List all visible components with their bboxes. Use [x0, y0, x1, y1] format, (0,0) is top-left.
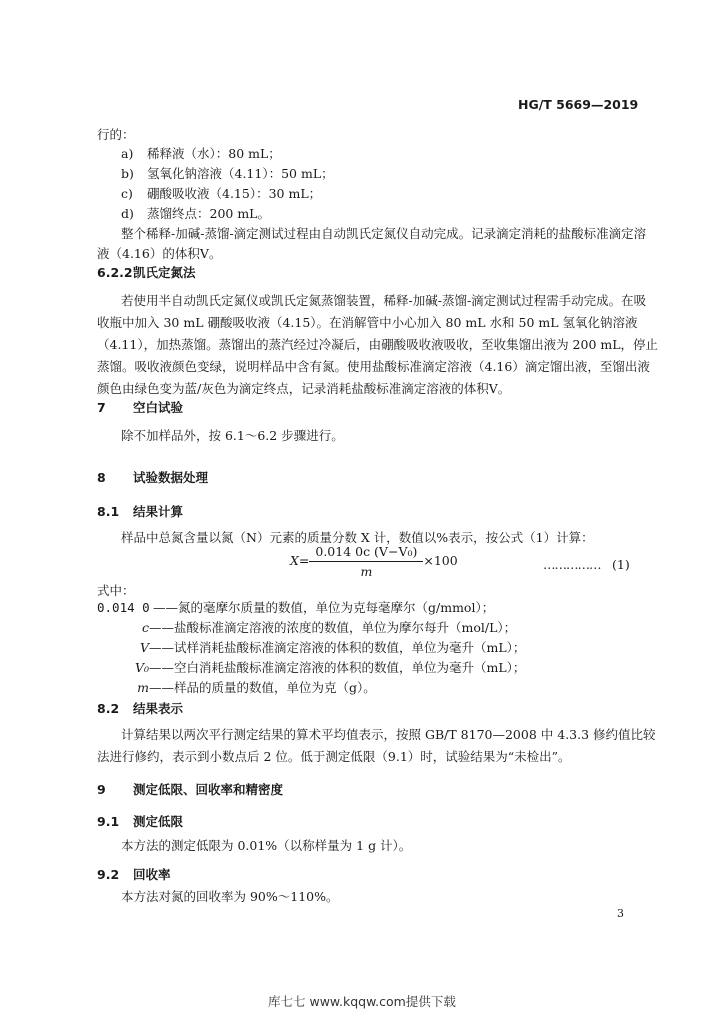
- definition-text: ——样品的质量的数值，单位为克（g）。: [149, 680, 376, 695]
- section-title: 结果表示: [133, 701, 184, 716]
- section-heading-8-1: [97, 502, 183, 520]
- paragraph-line: 整个稀释-加碱-蒸馏-滴定测试过程由自动凯氏定氮仪自动完成。记录滴定消耗的盐酸标准滴定溶: [121, 226, 647, 241]
- section-number: 8.2: [97, 701, 120, 716]
- page-number: 3: [617, 907, 624, 920]
- list-marker: a): [121, 146, 134, 161]
- list-text: 氢氧化钠溶液（4.11）：50 mL；: [147, 166, 334, 181]
- section-number: 9: [97, 782, 106, 797]
- definition-row: [97, 676, 376, 699]
- section-heading-7: [97, 398, 183, 416]
- section-title: 结果计算: [133, 504, 184, 519]
- formula-denominator: m: [360, 564, 373, 579]
- paragraph-line: 若使用半自动凯氏定氮仪或凯氏定氮蒸馏装置，稀释-加碱-蒸馏-滴定测试过程需手动完成。在吸: [121, 293, 647, 308]
- list-text: 稀释液（水）：80 mL；: [147, 146, 281, 161]
- definition-text: ——盐酸标准滴定溶液的浓度的数值，单位为摩尔每升（mol/L）；: [149, 620, 517, 635]
- paragraph-line: 本方法对氮的回收率为 90%～110%。: [121, 889, 339, 904]
- paragraph-line: 蒸馏。吸收液颜色变绿，说明样品中含有氮。使用盐酸标准滴定溶液（4.16）滴定馏出液，至馏出液: [97, 359, 650, 374]
- continuation-lead: 行的：: [97, 127, 135, 142]
- section-number: 9.1: [97, 814, 120, 829]
- definition-text: ——试样消耗盐酸标准滴定溶液的体积的数值，单位为毫升（mL）；: [149, 640, 526, 655]
- where-label: 式中：: [97, 583, 135, 598]
- paragraph-line: 法进行修约，表示到小数点后 2 位。低于测定低限（9.1）时，试验结果为“未检出”。: [97, 749, 571, 764]
- paragraph-line: 计算结果以两次平行测定结果的算术平均值表示，按照 GB/T 8170—2008 中 4.3.3 修约值比较: [121, 727, 656, 742]
- section-title: 凯氏定氮法: [133, 265, 196, 280]
- list-text: 硼酸吸收液（4.15）：30 mL；: [147, 186, 322, 201]
- section-heading-9-1: [97, 812, 183, 830]
- footer-watermark: 库七七 www.kqqw.com提供下载: [268, 994, 456, 1009]
- section-heading-9-2: [97, 865, 171, 883]
- section-number: 9.2: [97, 867, 120, 882]
- formula-label: (1): [612, 557, 630, 572]
- section-number: 8.1: [97, 504, 120, 519]
- paragraph-line: 收瓶中加入 30 mL 硼酸吸收液（4.15）。在消解管中小心加入 80 mL 水和 50 mL 氢氧化钠溶液: [97, 315, 638, 330]
- definition-text: ——氮的毫摩尔质量的数值，单位为克每毫摩尔（g/mmol）；: [153, 600, 495, 615]
- paragraph-line: （4.11），加热蒸馏。蒸馏出的蒸汽经过冷凝后，由硼酸吸收液吸收，至收集馏出液为 200 mL，停止: [97, 337, 659, 352]
- list-text: 蒸馏终点：200 mL。: [147, 206, 270, 221]
- section-number: 7: [97, 400, 106, 415]
- formula-lhs: X=: [290, 553, 310, 568]
- list-marker: c): [121, 186, 133, 201]
- paragraph-line: 样品中总氮含量以氮（N）元素的质量分数 X 计，数值以%表示，按公式（1）计算：: [121, 530, 594, 545]
- section-number: 8: [97, 470, 106, 485]
- paragraph-line: 除不加样品外，按 6.1～6.2 步骤进行。: [121, 428, 344, 443]
- paragraph-line: 颜色由绿色变为蓝/灰色为滴定终点，记录消耗盐酸标准滴定溶液的体积V。: [97, 381, 511, 396]
- list-marker: b): [121, 166, 134, 181]
- formula-numerator: 0.014 0c (V−V₀): [309, 544, 423, 562]
- section-title: 试验数据处理: [133, 470, 209, 485]
- formula-dots: ……………: [543, 557, 601, 572]
- section-heading-8: [97, 468, 208, 486]
- section-number: 6.2.2: [97, 265, 133, 280]
- list-marker: d): [121, 206, 134, 221]
- formula-1: [290, 544, 458, 579]
- definition-text: ——空白消耗盐酸标准滴定溶液的体积的数值，单位为毫升（mL）；: [149, 660, 526, 675]
- section-title: 测定低限、回收率和精密度: [133, 782, 284, 797]
- section-title: 测定低限: [133, 814, 184, 829]
- definition-symbol: m: [137, 680, 149, 695]
- definition-symbol: V: [139, 640, 149, 655]
- formula-fraction: [309, 544, 423, 579]
- definition-symbol: V₀: [134, 660, 149, 675]
- paragraph-line: 本方法的测定低限为 0.01%（以称样量为 1 g 计）。: [121, 838, 412, 853]
- paragraph-line: 液（4.16）的体积V。: [97, 246, 222, 261]
- section-heading-8-2: [97, 699, 183, 717]
- formula-rhs: ×100: [423, 553, 458, 568]
- section-heading-6-2-2: [97, 263, 196, 281]
- section-heading-9: [97, 780, 283, 798]
- section-title: 空白试验: [133, 400, 184, 415]
- section-title: 回收率: [133, 867, 171, 882]
- definition-symbol: c: [141, 620, 149, 635]
- standard-header: HG/T 5669—2019: [518, 97, 639, 112]
- definition-symbol: 0.014 0: [97, 600, 150, 615]
